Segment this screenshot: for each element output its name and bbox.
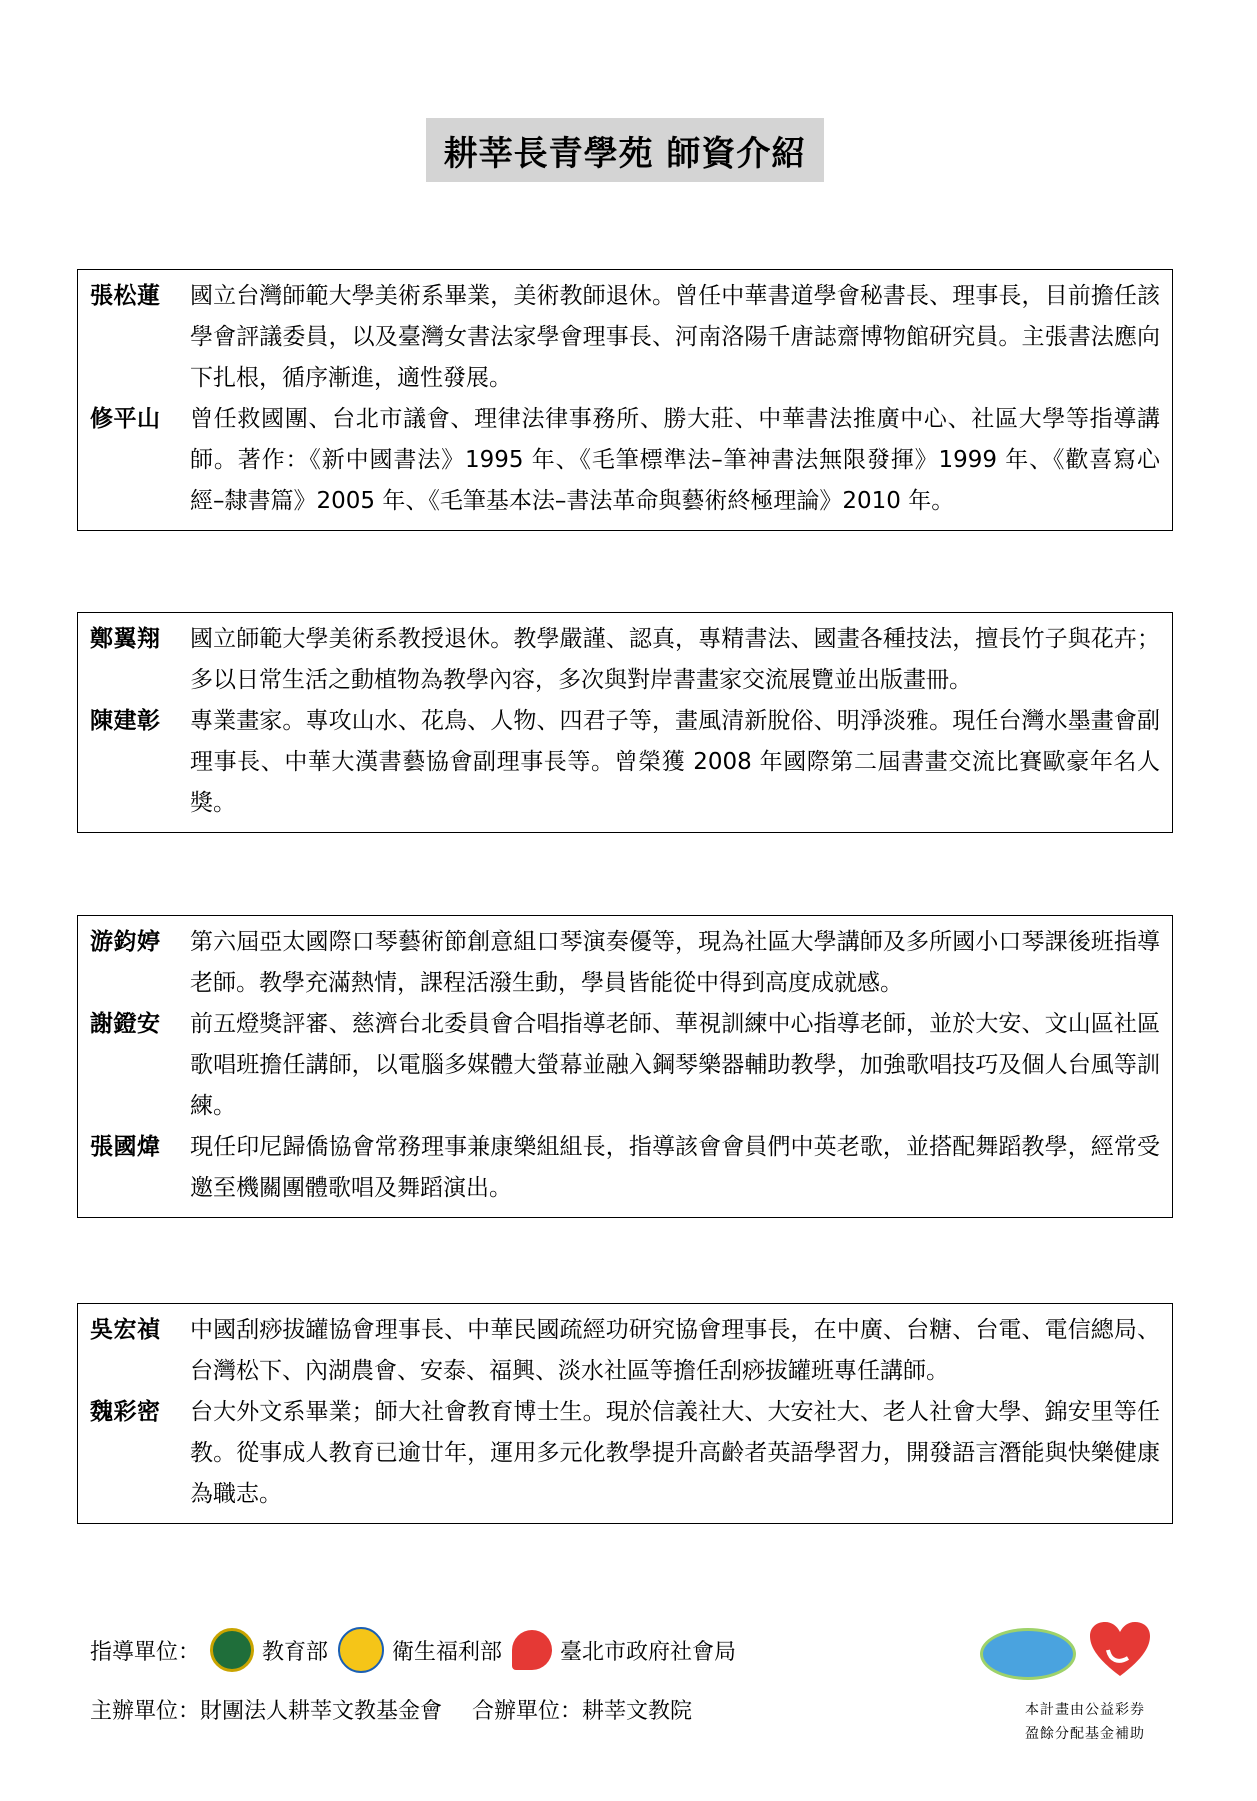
teacher-name: 謝鐙安 <box>90 1011 161 1037</box>
teacher-group-1 <box>77 269 1173 531</box>
guide-unit-taipei: 臺北市政府社會局 <box>560 1639 737 1665</box>
teacher-name: 魏彩密 <box>90 1399 161 1425</box>
teacher-entry <box>90 922 1160 1004</box>
teacher-name: 張國煒 <box>90 1134 161 1160</box>
teacher-description: 國立台灣師範大學美術系畢業，美術教師退休。曾任中華書道學會秘書長、理事長，目前擔任該學會評議委員，以及臺灣女書法家學會理事長、河南洛陽千唐誌齋博物館研究員。主張書法應向下扎根，循序漸進，適性發展。 <box>190 283 1160 391</box>
teacher-entry <box>90 1127 1160 1209</box>
teacher-description: 專業畫家。專攻山水、花鳥、人物、四君子等，畫風清新脫俗、明淨淡雅。現任台灣水墨畫會副理事長、中華大漢書藝協會副理事長等。曾榮獲 2008 年國際第二屆書畫交流比賽歐豪年名人獎。 <box>190 708 1160 816</box>
funding-note <box>990 1698 1180 1746</box>
teacher-entry <box>90 399 1160 522</box>
teacher-group-3 <box>77 915 1173 1218</box>
teacher-name: 鄭翼翔 <box>90 626 161 652</box>
teacher-entry <box>90 1310 1160 1392</box>
guide-unit-moe: 教育部 <box>262 1639 329 1665</box>
teacher-description: 中國刮痧拔罐協會理事長、中華民國疏經功研究協會理事長，在中廣、台糖、台電、電信總局、台灣松下、內湖農會、安泰、福興、淡水社區等擔任刮痧拔罐班專任講師。 <box>190 1317 1160 1384</box>
guide-unit-mohw: 衛生福利部 <box>392 1639 503 1665</box>
teacher-description: 曾任救國團、台北市議會、理律法律事務所、勝大莊、中華書法推廣中心、社區大學等指導講師。著作：《新中國書法》1995 年、《毛筆標準法–筆神書法無限發揮》1999 年、《歡喜寫心經–隸書篇》2005 年、《毛筆基本法–書法革命與藝術終極理論》2010 年。 <box>190 406 1160 514</box>
guidance-units <box>90 1627 736 1673</box>
mohw-logo-icon <box>338 1627 384 1673</box>
teacher-group-4 <box>77 1303 1173 1524</box>
teacher-description: 前五燈獎評審、慈濟台北委員會合唱指導老師、華視訓練中心指導老師，並於大安、文山區社區歌唱班擔任講師，以電腦多媒體大螢幕並融入鋼琴樂器輔助教學，加強歌唱技巧及個人台風等訓練。 <box>190 1011 1160 1119</box>
teacher-group-2 <box>77 612 1173 833</box>
teacher-entry <box>90 701 1160 824</box>
organizer: 主辦單位：財團法人耕莘文教基金會 <box>90 1699 443 1724</box>
funding-line-2: 盈餘分配基金補助 <box>1025 1726 1145 1742</box>
funding-line-1: 本計畫由公益彩券 <box>1025 1702 1145 1718</box>
moe-logo-icon <box>210 1628 254 1672</box>
co-organizer: 合辦單位：耕莘文教院 <box>472 1699 693 1724</box>
teacher-name: 張松蓮 <box>90 283 161 309</box>
public-welfare-lottery-logo-icon <box>980 1628 1076 1680</box>
teacher-name: 游鈞婷 <box>90 929 161 955</box>
teacher-entry <box>90 276 1160 399</box>
teacher-name: 吳宏禎 <box>90 1317 161 1343</box>
taipei-social-welfare-logo-icon <box>512 1630 552 1670</box>
page-title: 耕莘長青學苑 師資介紹 <box>426 118 824 182</box>
teacher-name: 陳建彰 <box>90 708 161 734</box>
teacher-name: 修平山 <box>90 406 161 432</box>
teacher-description: 第六屆亞太國際口琴藝術節創意組口琴演奏優等，現為社區大學講師及多所國小口琴課後班指導老師。教學充滿熱情，課程活潑生動，學員皆能從中得到高度成就感。 <box>190 929 1160 996</box>
teacher-entry <box>90 619 1160 701</box>
teacher-entry <box>90 1004 1160 1127</box>
teacher-description: 現任印尼歸僑協會常務理事兼康樂組組長，指導該會會員們中英老歌，並搭配舞蹈教學，經常受邀至機關團體歌唱及舞蹈演出。 <box>190 1134 1160 1201</box>
teacher-description: 國立師範大學美術系教授退休。教學嚴謹、認真，專精書法、國畫各種技法，擅長竹子與花卉；多以日常生活之動植物為教學內容，多次與對岸書畫家交流展覽並出版畫冊。 <box>190 626 1160 693</box>
organizer-units <box>90 1694 692 1725</box>
teacher-description: 台大外文系畢業；師大社會教育博士生。現於信義社大、大安社大、老人社會大學、錦安里等任教。從事成人教育已逾廿年，運用多元化教學提升高齡者英語學習力，開發語言潛能與快樂健康為職志。 <box>190 1399 1160 1507</box>
guide-label: 指導單位： <box>90 1639 201 1665</box>
teacher-entry <box>90 1392 1160 1515</box>
heart-logo-icon <box>1088 1620 1152 1678</box>
